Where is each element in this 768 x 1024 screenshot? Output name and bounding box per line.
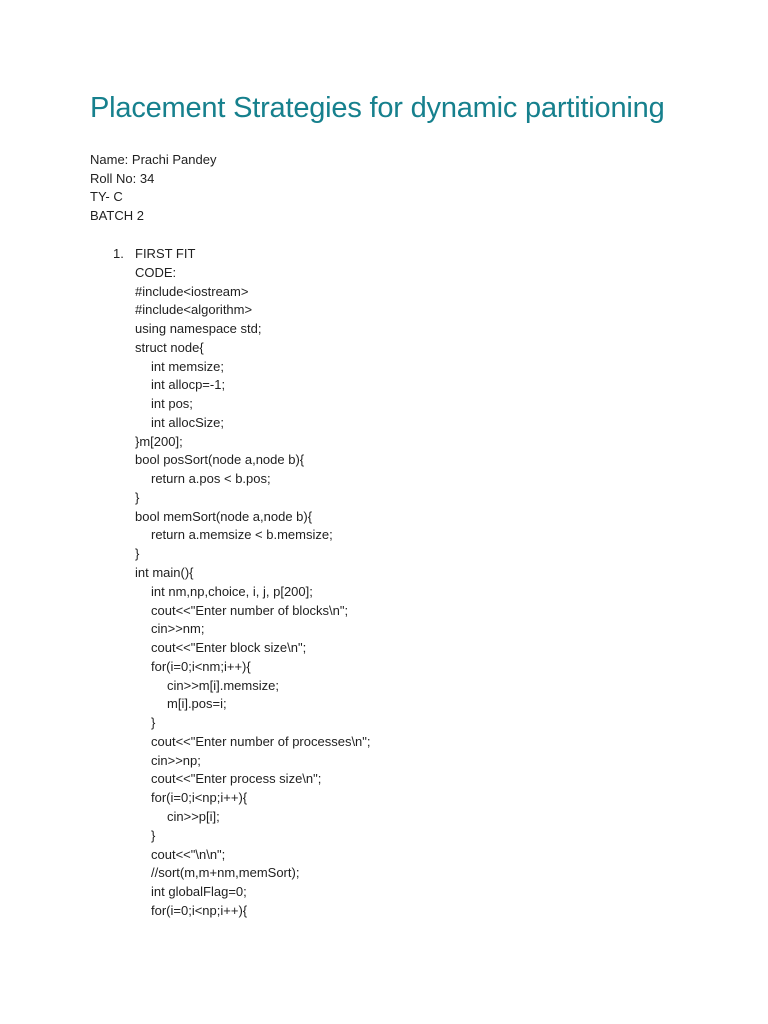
- code-line: int nm,np,choice, i, j, p[200];: [151, 583, 313, 599]
- code-line: cin>>np;: [151, 752, 201, 768]
- code-line: cout<<"Enter process size\n";: [151, 771, 322, 787]
- code-line: int allocSize;: [151, 414, 224, 430]
- code-line: }: [151, 827, 156, 843]
- batch-number: BATCH 2: [90, 208, 144, 224]
- code-line: for(i=0;i<np;i++){: [151, 902, 248, 918]
- section-heading: FIRST FIT: [135, 246, 196, 261]
- class-division: TY- C: [90, 189, 123, 205]
- code-line: cin>>m[i].memsize;: [167, 677, 279, 693]
- code-line: }: [151, 715, 156, 731]
- code-line: using namespace std;: [135, 321, 262, 337]
- code-line: int main(){: [135, 565, 194, 581]
- code-block: [135, 245, 371, 921]
- code-line: int pos;: [151, 396, 193, 412]
- code-line: cin>>nm;: [151, 621, 205, 637]
- code-line: bool posSort(node a,node b){: [135, 452, 305, 468]
- code-line: cout<<"Enter number of processes\n";: [151, 733, 371, 749]
- code-line: struct node{: [135, 339, 204, 355]
- code-label: CODE:: [135, 264, 177, 280]
- code-line: int globalFlag=0;: [151, 884, 247, 900]
- code-line: int allocp=-1;: [151, 377, 226, 393]
- code-line: cout<<"Enter block size\n";: [151, 640, 307, 656]
- student-name: Name: Prachi Pandey: [90, 152, 217, 167]
- code-line: }: [135, 489, 140, 505]
- code-line: cin>>p[i];: [167, 808, 220, 824]
- code-line: }m[200];: [135, 433, 183, 449]
- code-line: m[i].pos=i;: [167, 696, 227, 712]
- code-line: cout<<"Enter number of blocks\n";: [151, 602, 349, 618]
- list-item-number: 1.: [113, 246, 124, 261]
- code-line: #include<iostream>: [135, 283, 249, 299]
- code-line: return a.pos < b.pos;: [151, 471, 271, 487]
- roll-number: Roll No: 34: [90, 170, 155, 186]
- code-line: #include<algorithm>: [135, 302, 253, 318]
- code-line: cout<<"\n\n";: [151, 846, 226, 862]
- code-line: return a.memsize < b.memsize;: [151, 527, 333, 543]
- code-line: for(i=0;i<np;i++){: [151, 790, 248, 806]
- code-line: for(i=0;i<nm;i++){: [151, 658, 251, 674]
- code-line: int memsize;: [151, 358, 224, 374]
- code-line: }: [135, 546, 140, 562]
- document-title: Placement Strategies for dynamic partitioning: [90, 92, 665, 124]
- student-info: [90, 151, 216, 226]
- code-line: //sort(m,m+nm,memSort);: [151, 865, 300, 881]
- code-line: bool memSort(node a,node b){: [135, 508, 313, 524]
